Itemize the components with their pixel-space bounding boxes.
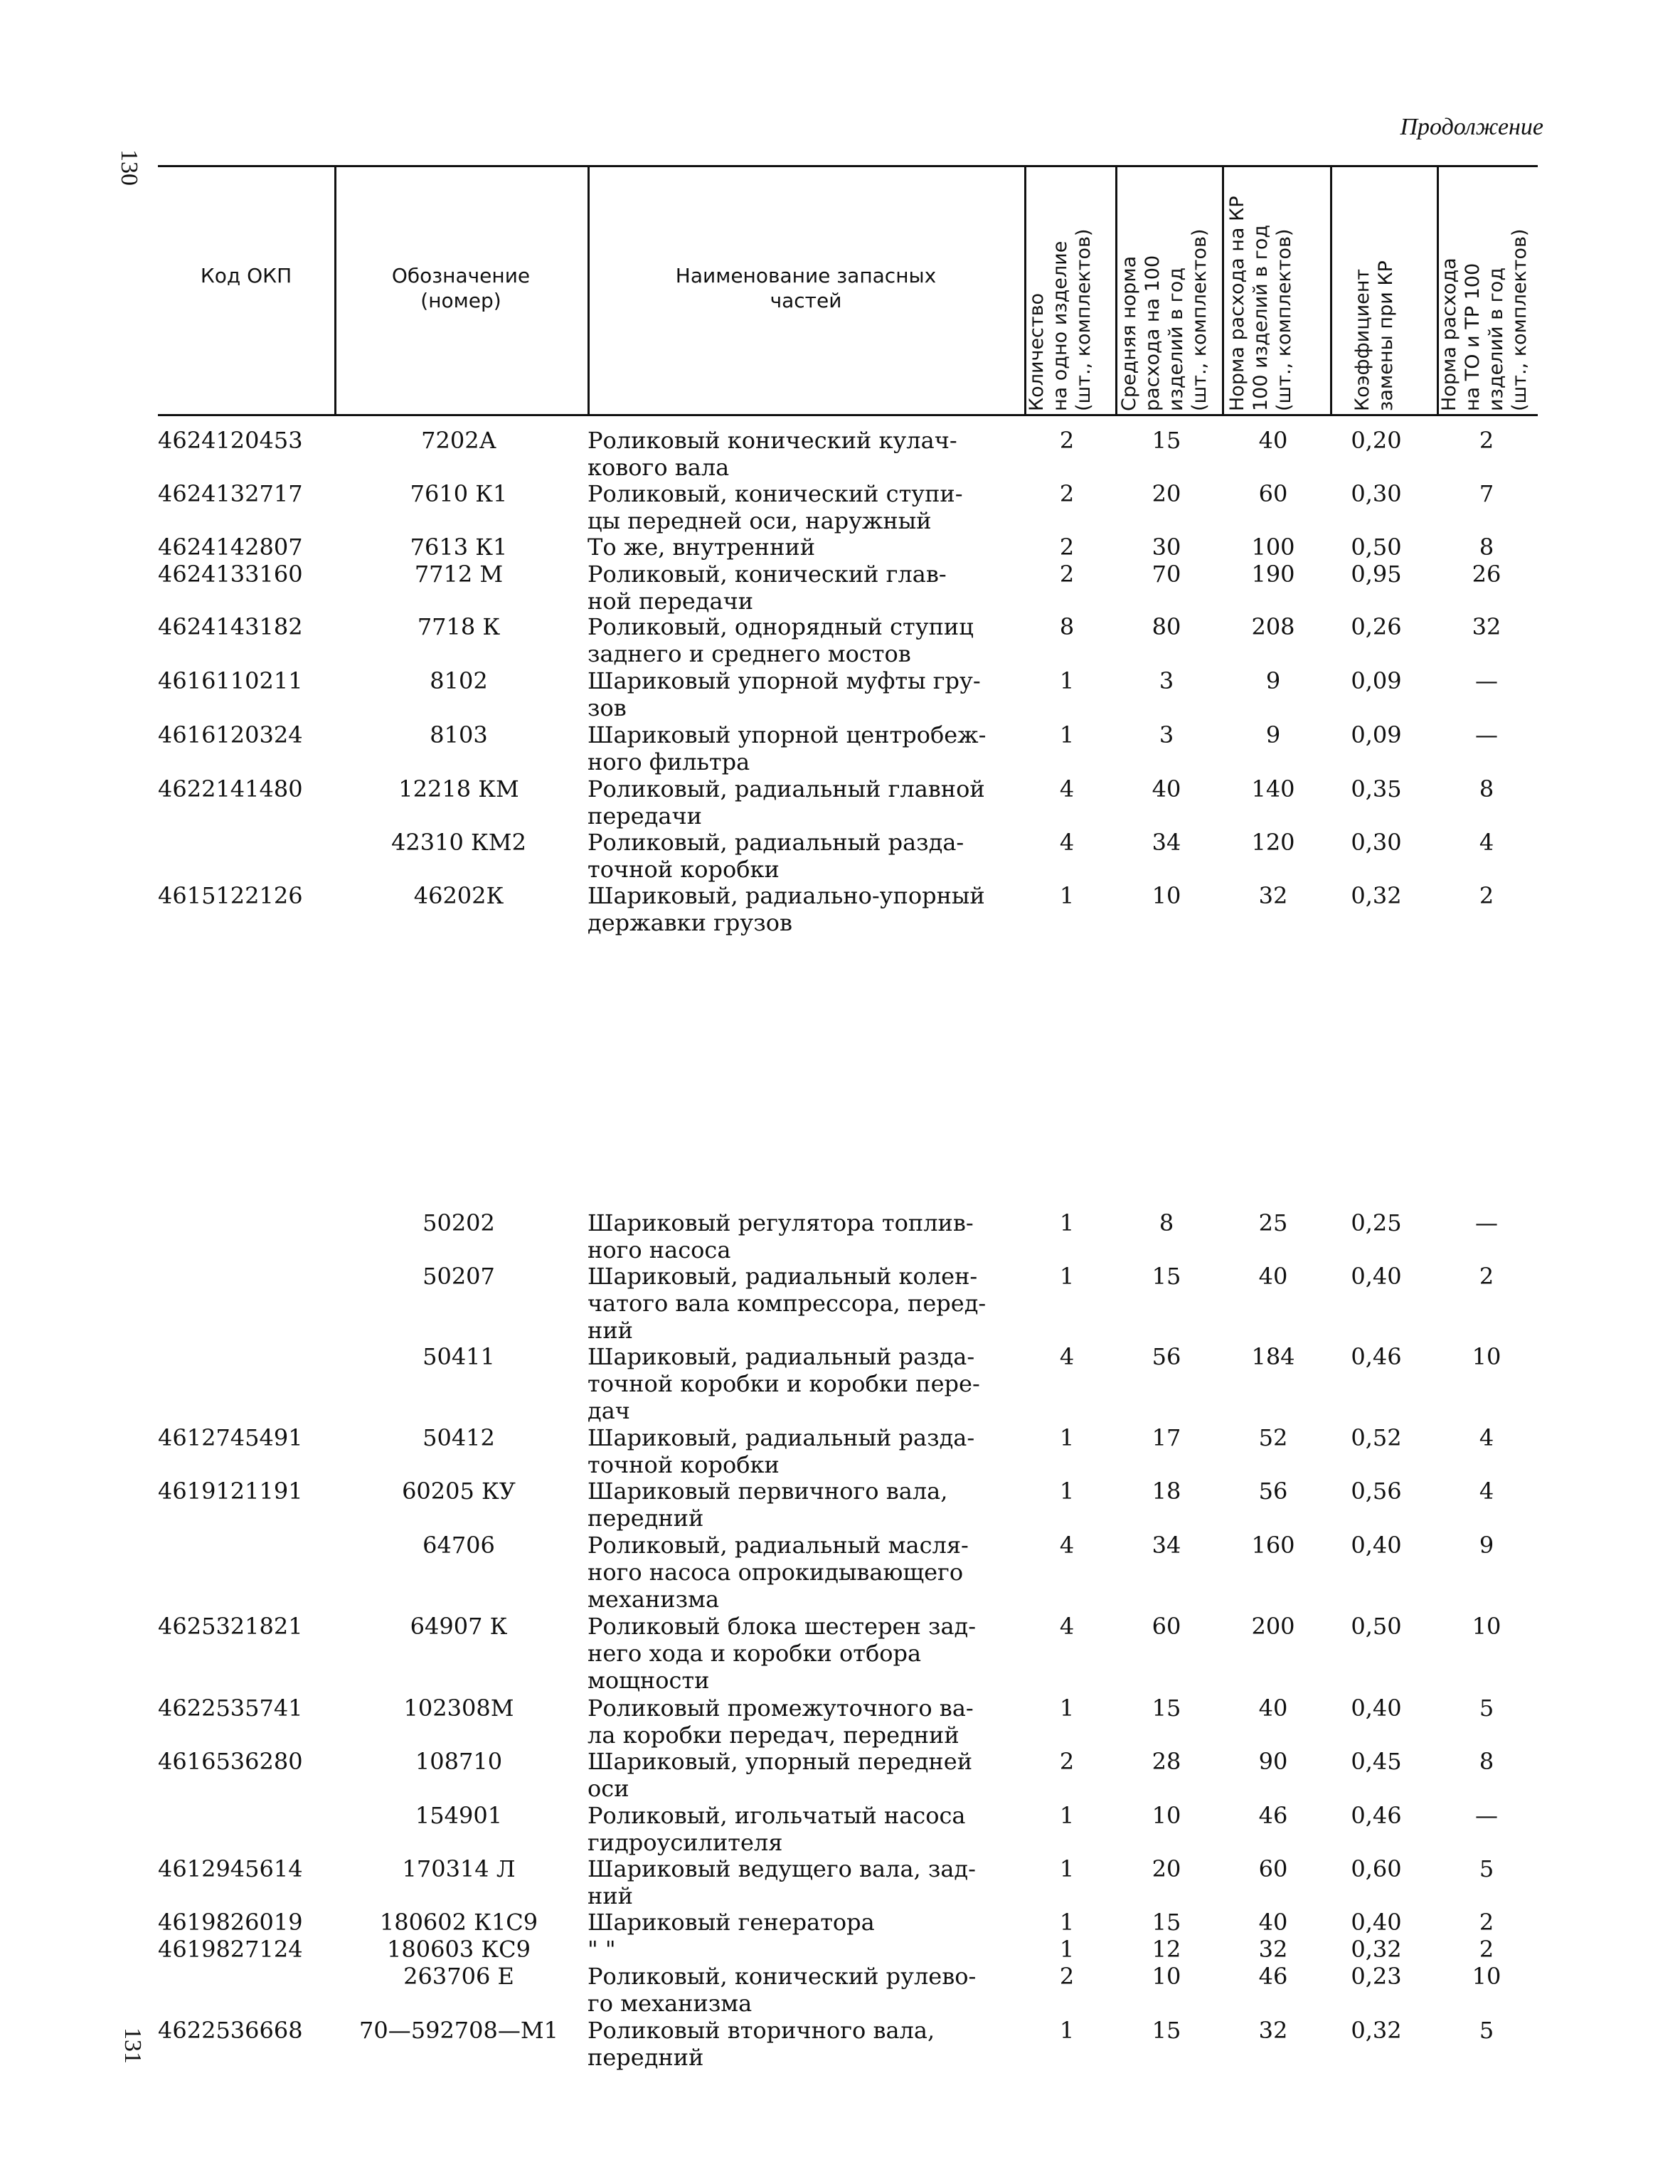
cell-part-name-line: кового вала xyxy=(588,454,730,481)
cell-avg-norm: 15 xyxy=(1152,427,1181,454)
cell-part-name-line: Шариковый, радиальный разда- xyxy=(588,1424,975,1451)
header-divider xyxy=(1330,165,1332,415)
cell-okp-code: 4616536280 xyxy=(158,1748,303,1775)
cell-tr-norm: 4 xyxy=(1479,1478,1494,1505)
continuation-caption: Продолжение xyxy=(1400,114,1543,140)
header-code: Код ОКП xyxy=(200,264,292,287)
cell-qty: 1 xyxy=(1059,1424,1075,1451)
cell-avg-norm: 15 xyxy=(1152,1909,1181,1936)
cell-designation: 102308М xyxy=(403,1695,514,1722)
header-kr-line: 100 изделий в год xyxy=(1249,224,1272,411)
header-avg-line: (шт., комплектов) xyxy=(1188,228,1211,411)
cell-okp-code: 4622536668 xyxy=(158,2017,303,2044)
cell-part-name-line: него хода и коробки отбора xyxy=(588,1640,922,1667)
cell-part-name-line: ний xyxy=(588,1882,633,1909)
cell-okp-code: 4619121191 xyxy=(158,1478,303,1505)
cell-tr-norm: 7 xyxy=(1479,480,1494,507)
cell-coef: 0,46 xyxy=(1351,1802,1402,1829)
header-avg-line: расхода на 100 xyxy=(1141,255,1164,411)
cell-part-name xyxy=(588,1802,1043,1856)
cell-qty: 4 xyxy=(1059,829,1075,856)
cell-part-name-line: ного фильтра xyxy=(588,748,750,775)
cell-kr-norm: 120 xyxy=(1251,829,1295,856)
cell-kr-norm: 32 xyxy=(1258,2017,1288,2044)
header-designation-line: (номер) xyxy=(420,289,501,312)
header-kr-line: Норма расхода на КР xyxy=(1226,196,1248,411)
cell-part-name-line: Шариковый ведущего вала, зад- xyxy=(588,1855,976,1882)
cell-qty: 1 xyxy=(1059,667,1075,694)
cell-part-name-line: Роликовый, конический рулево- xyxy=(588,1963,977,1990)
cell-avg-norm: 80 xyxy=(1152,613,1181,640)
cell-okp-code: 4616110211 xyxy=(158,667,303,694)
header-avg-line: изделий в год xyxy=(1164,267,1187,411)
cell-tr-norm: 9 xyxy=(1479,1532,1494,1559)
cell-kr-norm: 46 xyxy=(1258,1802,1288,1829)
cell-avg-norm: 18 xyxy=(1152,1478,1181,1505)
cell-coef: 0,95 xyxy=(1351,561,1402,588)
cell-coef: 0,52 xyxy=(1351,1424,1402,1451)
cell-designation: 70—592708—М1 xyxy=(359,2017,558,2044)
cell-kr-norm: 40 xyxy=(1258,1695,1288,1722)
cell-kr-norm: 160 xyxy=(1251,1532,1295,1559)
cell-kr-norm: 90 xyxy=(1258,1748,1288,1775)
cell-part-name-line: зов xyxy=(588,694,627,721)
cell-avg-norm: 34 xyxy=(1152,829,1181,856)
cell-part-name-line: Роликовый, радиальный разда- xyxy=(588,829,964,856)
cell-tr-norm: 2 xyxy=(1479,1909,1494,1936)
cell-tr-norm: 10 xyxy=(1472,1343,1501,1370)
cell-part-name xyxy=(588,1209,1043,1263)
cell-part-name-line: Шариковый регулятора топлив- xyxy=(588,1209,974,1236)
cell-kr-norm: 32 xyxy=(1258,882,1288,909)
cell-part-name xyxy=(588,1695,1043,1749)
cell-tr-norm: 10 xyxy=(1472,1613,1501,1640)
cell-okp-code: 4619826019 xyxy=(158,1909,303,1936)
header-qty-line: Количество xyxy=(1026,292,1048,411)
cell-designation: 180603 КС9 xyxy=(387,1936,531,1963)
cell-kr-norm: 190 xyxy=(1251,561,1295,588)
header-qty xyxy=(1026,229,1096,411)
cell-qty: 2 xyxy=(1059,1963,1075,1990)
cell-part-name-line: Роликовый, конический ступи- xyxy=(588,480,963,507)
header-coef-line: Коэффициент xyxy=(1351,268,1373,411)
cell-avg-norm: 40 xyxy=(1152,775,1181,802)
cell-part-name-line: оси xyxy=(588,1775,629,1802)
cell-qty: 4 xyxy=(1059,1343,1075,1370)
cell-kr-norm: 100 xyxy=(1251,534,1295,561)
header-tr-line: (шт., комплектов) xyxy=(1508,228,1531,411)
cell-designation: 154901 xyxy=(415,1802,503,1829)
cell-okp-code: 4622535741 xyxy=(158,1695,303,1722)
cell-tr-norm: 10 xyxy=(1472,1963,1501,1990)
cell-designation: 12218 КМ xyxy=(398,775,519,802)
cell-tr-norm: 5 xyxy=(1479,1695,1494,1722)
cell-part-name-line: передний xyxy=(588,2044,704,2071)
cell-qty: 1 xyxy=(1059,1936,1075,1963)
cell-kr-norm: 40 xyxy=(1258,1909,1288,1936)
cell-part-name-line: точной коробки xyxy=(588,1451,780,1478)
cell-coef: 0,50 xyxy=(1351,1613,1402,1640)
cell-avg-norm: 30 xyxy=(1152,534,1181,561)
cell-avg-norm: 10 xyxy=(1152,1963,1181,1990)
cell-part-name xyxy=(588,1963,1043,2017)
cell-kr-norm: 60 xyxy=(1258,480,1288,507)
cell-part-name-line: Роликовый, игольчатый насоса xyxy=(588,1802,966,1829)
cell-designation: 8102 xyxy=(430,667,488,694)
cell-avg-norm: 70 xyxy=(1152,561,1181,588)
cell-tr-norm: 2 xyxy=(1479,427,1494,454)
cell-avg-norm: 20 xyxy=(1152,1855,1181,1882)
header-coef-line: замены при КР xyxy=(1374,260,1397,411)
cell-avg-norm: 15 xyxy=(1152,2017,1181,2044)
cell-okp-code: 4612745491 xyxy=(158,1424,303,1451)
cell-part-name-line: Роликовый блока шестерен зад- xyxy=(588,1613,977,1640)
cell-okp-code: 4622141480 xyxy=(158,775,303,802)
cell-designation: 50202 xyxy=(422,1209,495,1236)
cell-coef: 0,40 xyxy=(1351,1532,1402,1559)
header-name xyxy=(588,263,1024,313)
cell-part-name xyxy=(588,1478,1043,1532)
cell-okp-code: 4624142807 xyxy=(158,534,303,561)
cell-qty: 1 xyxy=(1059,1802,1075,1829)
cell-designation: 50411 xyxy=(422,1343,495,1370)
header-designation xyxy=(334,263,588,313)
cell-designation: 7610 К1 xyxy=(410,480,508,507)
cell-part-name-line: передачи xyxy=(588,802,702,829)
header-name-line: частей xyxy=(770,289,842,312)
cell-part-name-line: передний xyxy=(588,1505,704,1532)
cell-part-name-line: державки грузов xyxy=(588,909,792,936)
cell-okp-code: 4624143182 xyxy=(158,613,303,640)
cell-tr-norm: 8 xyxy=(1479,1748,1494,1775)
cell-part-name-line: Шариковый, радиальный разда- xyxy=(588,1343,975,1370)
cell-tr-norm: 8 xyxy=(1479,534,1494,561)
header-qty-line: (шт., комплектов) xyxy=(1072,228,1095,411)
cell-tr-norm: — xyxy=(1475,1802,1498,1829)
cell-kr-norm: 140 xyxy=(1251,775,1295,802)
cell-part-name-line: го механизма xyxy=(588,1990,753,2017)
cell-okp-code: 4619827124 xyxy=(158,1936,303,1963)
cell-part-name xyxy=(588,721,1043,775)
cell-tr-norm: 2 xyxy=(1479,1263,1494,1290)
cell-coef: 0,50 xyxy=(1351,534,1402,561)
header-kr-norm xyxy=(1226,196,1297,411)
header-divider xyxy=(1115,165,1117,415)
cell-qty: 2 xyxy=(1059,427,1075,454)
header-tr-line: на ТО и ТР 100 xyxy=(1461,263,1484,411)
cell-coef: 0,32 xyxy=(1351,1936,1402,1963)
cell-tr-norm: 4 xyxy=(1479,1424,1494,1451)
cell-designation: 180602 К1С9 xyxy=(379,1909,538,1936)
cell-kr-norm: 32 xyxy=(1258,1936,1288,1963)
cell-avg-norm: 28 xyxy=(1152,1748,1181,1775)
cell-part-name xyxy=(588,427,1043,481)
cell-coef: 0,32 xyxy=(1351,882,1402,909)
cell-designation: 64907 К xyxy=(410,1613,508,1640)
cell-coef: 0,09 xyxy=(1351,721,1402,748)
cell-coef: 0,25 xyxy=(1351,1209,1402,1236)
cell-part-name-line: ного насоса xyxy=(588,1236,731,1263)
cell-part-name-line: точной коробки xyxy=(588,856,780,883)
cell-designation: 50207 xyxy=(422,1263,495,1290)
cell-part-name xyxy=(588,667,1043,721)
cell-coef: 0,45 xyxy=(1351,1748,1402,1775)
cell-designation: 7712 М xyxy=(414,561,504,588)
cell-coef: 0,40 xyxy=(1351,1263,1402,1290)
cell-part-name xyxy=(588,1424,1043,1478)
cell-kr-norm: 56 xyxy=(1258,1478,1288,1505)
cell-part-name-line: Роликовый, конический глав- xyxy=(588,561,947,588)
cell-okp-code: 4624133160 xyxy=(158,561,303,588)
cell-part-name-line: То же, внутренний xyxy=(588,534,816,561)
cell-qty: 2 xyxy=(1059,480,1075,507)
cell-kr-norm: 40 xyxy=(1258,1263,1288,1290)
cell-part-name-line: цы передней оси, наружный xyxy=(588,507,932,534)
cell-kr-norm: 184 xyxy=(1251,1343,1295,1370)
cell-designation: 7613 К1 xyxy=(410,534,508,561)
cell-part-name-line: дач xyxy=(588,1397,630,1424)
cell-okp-code: 4625321821 xyxy=(158,1613,303,1640)
cell-part-name-line: ного насоса опрокидывающего xyxy=(588,1559,964,1586)
cell-tr-norm: 32 xyxy=(1472,613,1501,640)
cell-part-name-line: механизма xyxy=(588,1586,720,1613)
cell-part-name xyxy=(588,829,1043,883)
header-kr-line: (шт., комплектов) xyxy=(1272,228,1295,411)
cell-coef: 0,56 xyxy=(1351,1478,1402,1505)
cell-avg-norm: 3 xyxy=(1159,721,1174,748)
cell-designation: 108710 xyxy=(415,1748,503,1775)
cell-qty: 4 xyxy=(1059,1613,1075,1640)
cell-designation: 64706 xyxy=(422,1532,495,1559)
header-avg xyxy=(1118,229,1212,411)
header-coef xyxy=(1351,260,1398,411)
cell-coef: 0,30 xyxy=(1351,829,1402,856)
cell-part-name xyxy=(588,1343,1043,1424)
cell-qty: 4 xyxy=(1059,775,1075,802)
header-name-line: Наименование запасных xyxy=(675,264,937,287)
cell-qty: 1 xyxy=(1059,1855,1075,1882)
cell-coef: 0,30 xyxy=(1351,480,1402,507)
cell-coef: 0,23 xyxy=(1351,1963,1402,1990)
cell-kr-norm: 9 xyxy=(1265,721,1281,748)
cell-part-name-line: мощности xyxy=(588,1667,710,1694)
cell-coef: 0,40 xyxy=(1351,1909,1402,1936)
cell-okp-code: 4624120453 xyxy=(158,427,303,454)
cell-designation: 7718 К xyxy=(417,613,501,640)
cell-part-name xyxy=(588,1936,1043,1963)
cell-part-name xyxy=(588,2017,1043,2071)
cell-part-name xyxy=(588,561,1043,615)
cell-kr-norm: 208 xyxy=(1251,613,1295,640)
cell-okp-code: 4615122126 xyxy=(158,882,303,909)
cell-part-name xyxy=(588,1532,1043,1613)
cell-coef: 0,46 xyxy=(1351,1343,1402,1370)
cell-designation: 60205 КУ xyxy=(402,1478,516,1505)
cell-part-name-line: точной коробки и коробки пере- xyxy=(588,1370,980,1397)
cell-designation: 263706 Е xyxy=(403,1963,514,1990)
cell-part-name xyxy=(588,1613,1043,1694)
cell-avg-norm: 8 xyxy=(1159,1209,1174,1236)
cell-coef: 0,40 xyxy=(1351,1695,1402,1722)
cell-designation: 42310 КМ2 xyxy=(391,829,526,856)
cell-part-name-line: Роликовый вторичного вала, xyxy=(588,2017,935,2044)
cell-tr-norm: 5 xyxy=(1479,1855,1494,1882)
cell-tr-norm: 8 xyxy=(1479,775,1494,802)
cell-part-name-line: Шариковый первичного вала, xyxy=(588,1478,948,1505)
cell-qty: 2 xyxy=(1059,561,1075,588)
cell-qty: 2 xyxy=(1059,534,1075,561)
cell-part-name-line: заднего и среднего мостов xyxy=(588,640,911,667)
cell-part-name-line: " " xyxy=(588,1936,616,1963)
cell-part-name xyxy=(588,613,1043,667)
cell-tr-norm: 4 xyxy=(1479,829,1494,856)
header-tr-norm xyxy=(1438,229,1532,411)
cell-part-name-line: Шариковый упорной муфты гру- xyxy=(588,667,981,694)
cell-coef: 0,20 xyxy=(1351,427,1402,454)
cell-tr-norm: — xyxy=(1475,1209,1498,1236)
cell-avg-norm: 34 xyxy=(1152,1532,1181,1559)
cell-part-name-line: Шариковый, радиальный колен- xyxy=(588,1263,978,1290)
cell-kr-norm: 60 xyxy=(1258,1855,1288,1882)
cell-okp-code: 4616120324 xyxy=(158,721,303,748)
cell-avg-norm: 12 xyxy=(1152,1936,1181,1963)
cell-part-name-line: ний xyxy=(588,1317,633,1344)
cell-part-name-line: Шариковый упорной центробеж- xyxy=(588,721,987,748)
cell-qty: 2 xyxy=(1059,1748,1075,1775)
cell-designation: 50412 xyxy=(422,1424,495,1451)
header-qty-line: на одно изделие xyxy=(1048,240,1071,411)
cell-coef: 0,35 xyxy=(1351,775,1402,802)
cell-part-name xyxy=(588,882,1043,936)
cell-avg-norm: 20 xyxy=(1152,480,1181,507)
cell-kr-norm: 9 xyxy=(1265,667,1281,694)
cell-part-name xyxy=(588,1855,1043,1909)
cell-kr-norm: 46 xyxy=(1258,1963,1288,1990)
cell-tr-norm: 26 xyxy=(1472,561,1501,588)
cell-part-name xyxy=(588,1909,1043,1936)
cell-part-name-line: гидроусилителя xyxy=(588,1829,783,1856)
cell-part-name xyxy=(588,534,1043,561)
cell-kr-norm: 200 xyxy=(1251,1613,1295,1640)
cell-tr-norm: 2 xyxy=(1479,1936,1494,1963)
cell-qty: 1 xyxy=(1059,1695,1075,1722)
cell-part-name-line: ла коробки передач, передний xyxy=(588,1722,959,1749)
cell-tr-norm: — xyxy=(1475,721,1498,748)
header-divider xyxy=(1222,165,1224,415)
cell-designation: 8103 xyxy=(430,721,488,748)
header-tr-line: изделий в год xyxy=(1484,267,1507,411)
header-tr-line: Норма расхода xyxy=(1438,258,1460,411)
cell-qty: 1 xyxy=(1059,1209,1075,1236)
cell-qty: 4 xyxy=(1059,1532,1075,1559)
cell-avg-norm: 60 xyxy=(1152,1613,1181,1640)
cell-coef: 0,60 xyxy=(1351,1855,1402,1882)
cell-part-name xyxy=(588,775,1043,829)
cell-part-name-line: чатого вала компрессора, перед- xyxy=(588,1290,987,1317)
cell-part-name-line: Роликовый, радиальный масля- xyxy=(588,1532,969,1559)
cell-kr-norm: 40 xyxy=(1258,427,1288,454)
cell-avg-norm: 10 xyxy=(1152,882,1181,909)
cell-designation: 46202К xyxy=(413,882,504,909)
cell-part-name xyxy=(588,1748,1043,1802)
cell-avg-norm: 10 xyxy=(1152,1802,1181,1829)
cell-part-name-line: Шариковый, упорный передней xyxy=(588,1748,973,1775)
cell-coef: 0,32 xyxy=(1351,2017,1402,2044)
cell-designation: 170314 Л xyxy=(402,1855,516,1882)
cell-qty: 1 xyxy=(1059,1478,1075,1505)
cell-tr-norm: — xyxy=(1475,667,1498,694)
cell-coef: 0,26 xyxy=(1351,613,1402,640)
cell-avg-norm: 56 xyxy=(1152,1343,1181,1370)
cell-qty: 8 xyxy=(1059,613,1075,640)
cell-avg-norm: 17 xyxy=(1152,1424,1181,1451)
cell-part-name-line: Роликовый конический кулач- xyxy=(588,427,957,454)
cell-part-name-line: Шариковый генератора xyxy=(588,1909,875,1936)
cell-kr-norm: 25 xyxy=(1258,1209,1288,1236)
cell-qty: 1 xyxy=(1059,2017,1075,2044)
cell-avg-norm: 15 xyxy=(1152,1695,1181,1722)
cell-avg-norm: 15 xyxy=(1152,1263,1181,1290)
cell-tr-norm: 5 xyxy=(1479,2017,1494,2044)
header-avg-line: Средняя норма xyxy=(1118,255,1140,411)
page-number-top: 130 xyxy=(116,149,142,186)
cell-avg-norm: 3 xyxy=(1159,667,1174,694)
cell-qty: 1 xyxy=(1059,882,1075,909)
cell-part-name-line: Роликовый промежуточного ва- xyxy=(588,1695,974,1722)
cell-part-name-line: ной передачи xyxy=(588,588,754,615)
cell-qty: 1 xyxy=(1059,1909,1075,1936)
cell-designation: 7202А xyxy=(421,427,496,454)
header-designation-line: Обозначение xyxy=(391,264,531,287)
cell-coef: 0,09 xyxy=(1351,667,1402,694)
cell-part-name-line: Шариковый, радиально-упорный xyxy=(588,882,985,909)
cell-tr-norm: 2 xyxy=(1479,882,1494,909)
cell-part-name-line: Роликовый, радиальный главной xyxy=(588,775,985,802)
cell-okp-code: 4612945614 xyxy=(158,1855,303,1882)
cell-qty: 1 xyxy=(1059,1263,1075,1290)
cell-qty: 1 xyxy=(1059,721,1075,748)
cell-kr-norm: 52 xyxy=(1258,1424,1288,1451)
page-number-bottom: 131 xyxy=(119,2027,146,2064)
cell-part-name xyxy=(588,480,1043,534)
cell-part-name-line: Роликовый, однорядный ступиц xyxy=(588,613,974,640)
cell-part-name xyxy=(588,1263,1043,1344)
cell-okp-code: 4624132717 xyxy=(158,480,303,507)
